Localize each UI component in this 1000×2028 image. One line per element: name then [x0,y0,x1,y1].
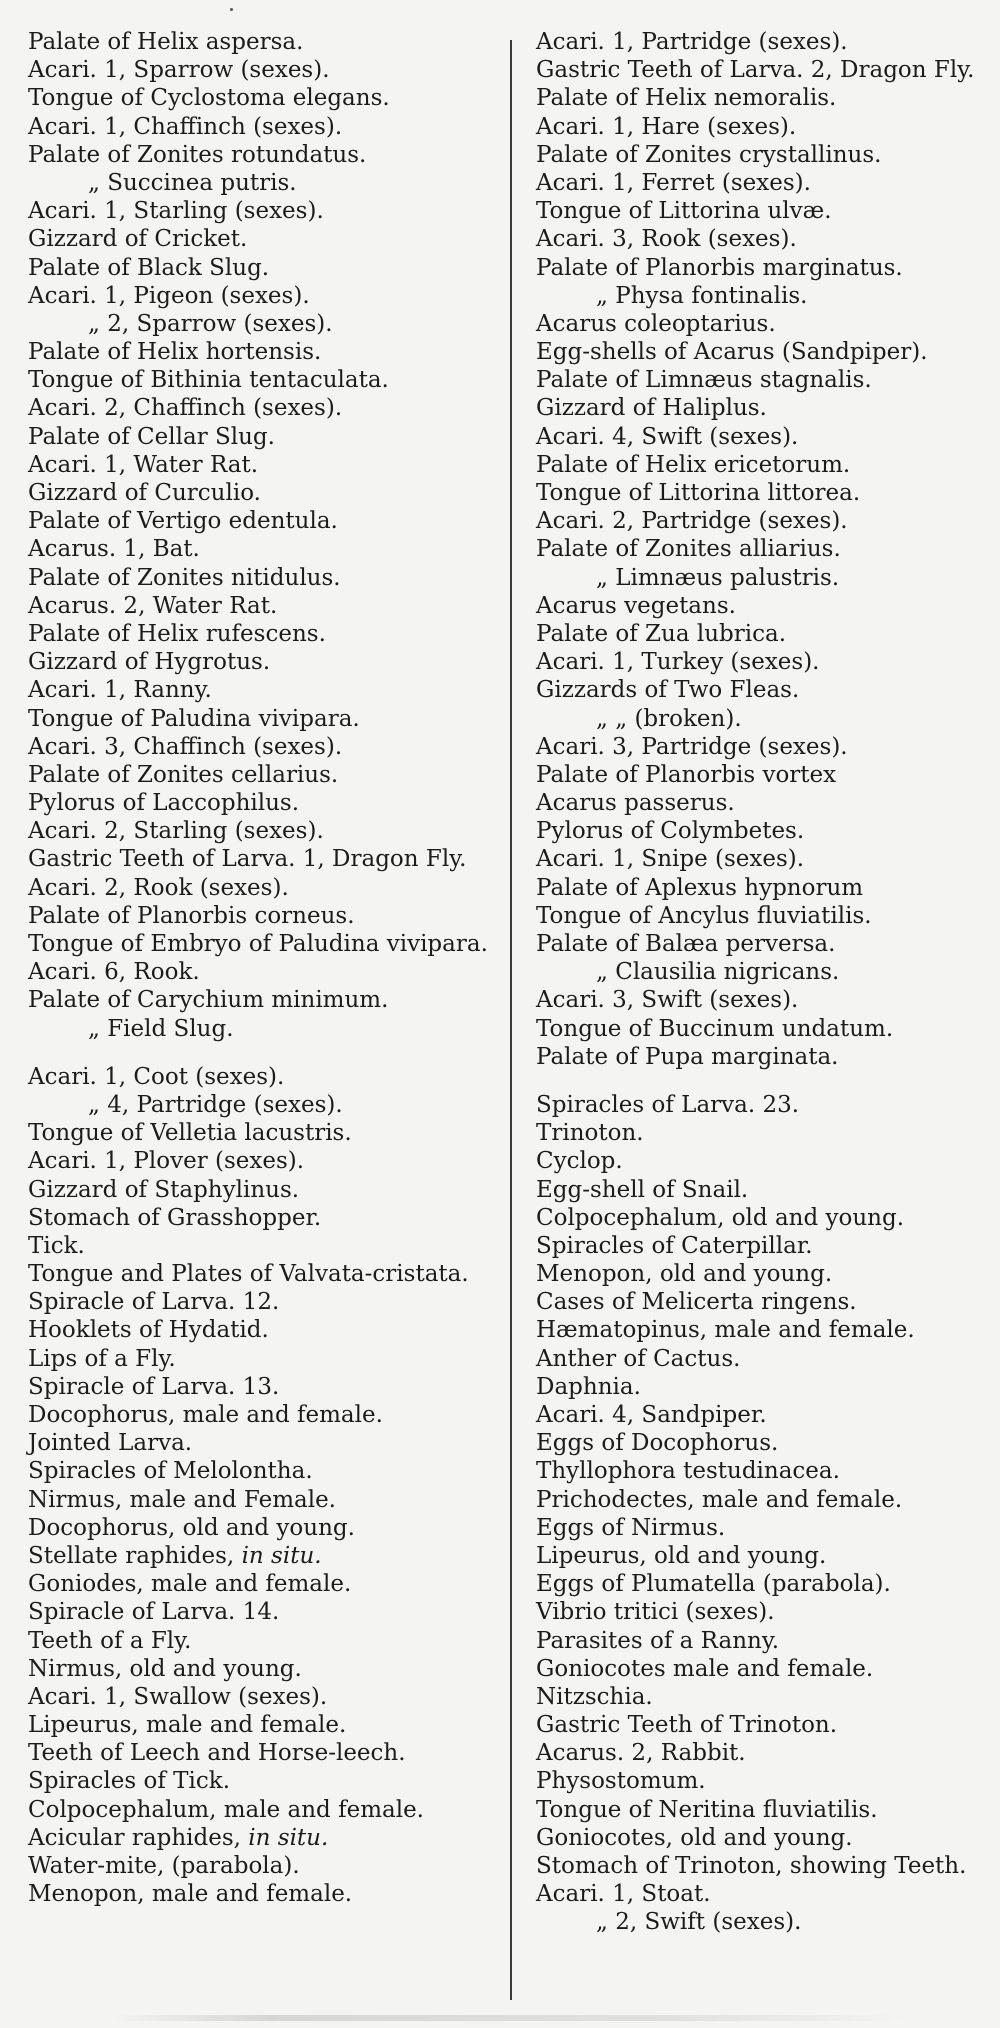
list-item [28,845,500,873]
list-item-text: Acarus. 1, Bat. [28,536,200,563]
list-item-text: Gizzard of Haliplus. [536,395,767,422]
list-item [28,338,500,366]
list-item [28,1570,500,1598]
list-item [28,507,500,535]
list-item-text: Hooklets of Hydatid. [28,1317,269,1344]
list-item-text: Docophorus, old and young. [28,1514,355,1541]
list-item-text: Acari. 1, Pigeon (sexes). [28,282,310,309]
list-item-text: Pylorus of Colymbetes. [536,818,805,845]
list-item-text: Thyllophora testudinacea. [536,1458,840,1485]
list-item-text: Nirmus, old and young. [28,1655,302,1682]
list-item [536,1514,996,1542]
list-item [28,1345,500,1373]
list-item [28,1683,500,1711]
list-item [536,1880,996,1908]
list-item [536,1796,996,1824]
list-item-text: Acari. 2, Chaffinch (sexes). [28,395,343,422]
list-item [28,1373,500,1401]
list-item-text: „ 4, Partridge (sexes). [88,1091,343,1118]
list-item-text: „ Clausilia nigricans. [596,959,840,986]
list-item-text: Tongue of Ancylus fluviatilis. [536,902,872,929]
list-item-text: Lipeurus, old and young. [536,1542,827,1569]
list-item-text: Gastric Teeth of Larva. 2, Dragon Fly. [536,57,975,84]
list-item [28,282,500,310]
list-item-text: Eggs of Plumatella (parabola). [536,1571,891,1598]
list-item [28,1767,500,1795]
list-item [28,394,500,422]
list-item [28,1288,500,1316]
list-item-text: Gizzards of Two Fleas. [536,677,800,704]
list-item-text: Acari. 1, Stoat. [536,1881,711,1908]
list-item-text: Acarus vegetans. [536,592,736,619]
list-item-text: Physostomum. [536,1768,706,1795]
list-item [536,1852,996,1880]
list-item-text: Eggs of Docophorus. [536,1430,779,1457]
list-item [28,1514,500,1542]
list-item [536,1570,996,1598]
list-item-text: Palate of Planorbis marginatus. [536,254,903,281]
list-item [28,366,500,394]
list-item [536,1711,996,1739]
list-item [536,1015,996,1043]
list-item-text: Spiracles of Tick. [28,1768,231,1795]
list-item [28,1852,500,1880]
list-item-text: Acari. 3, Rook (sexes). [536,226,797,253]
list-item [536,225,996,253]
list-item [28,1176,500,1204]
list-item [536,1204,996,1232]
list-item [536,1824,996,1852]
list-item-text: Acari. 6, Rook. [28,959,200,986]
list-item-italic-text: in situ. [241,1542,322,1569]
list-item [28,620,500,648]
list-item-text: Tongue of Embryo of Paludina vivipara. [28,931,488,958]
list-item [536,986,996,1014]
list-item [28,817,500,845]
list-item-text: Palate of Carychium minimum. [28,987,389,1014]
list-item-text: Acari. 1, Hare (sexes). [536,113,797,140]
list-item-text: Acicular raphides, [28,1824,249,1851]
list-item-text: Acari. 4, Sandpiper. [536,1402,767,1429]
list-item-text: „ Limnæus palustris. [596,564,840,591]
list-item [536,1908,996,1936]
list-item-text: Hæmatopinus, male and female. [536,1317,915,1344]
list-item [28,479,500,507]
list-item-text: Spiracles of Caterpillar. [536,1232,813,1259]
list-item-text: Spiracle of Larva. 14. [28,1599,280,1626]
list-item-text: Egg-shells of Acarus (Sandpiper). [536,339,928,366]
list-item [536,451,996,479]
list-item [28,1091,500,1119]
list-item-text: Palate of Vertigo edentula. [28,508,338,535]
list-item [536,1043,996,1071]
list-item-text: Gastric Teeth of Larva. 1, Dragon Fly. [28,846,467,873]
list-item [536,56,996,84]
list-item [536,1598,996,1626]
list-item-text: Acari. 1, Water Rat. [28,451,259,478]
list-item-text: Menopon, male and female. [28,1881,353,1908]
list-item [28,1457,500,1485]
list-item-text: Stellate raphides, [28,1542,242,1569]
list-item [536,282,996,310]
list-item [536,169,996,197]
list-item [536,1260,996,1288]
list-item-text: Daphnia. [536,1373,641,1400]
list-item-text: Spiracle of Larva. 13. [28,1373,280,1400]
list-item [536,705,996,733]
list-item [28,1401,500,1429]
list-item [536,620,996,648]
list-item-text: Vibrio tritici (sexes). [536,1599,775,1626]
list-item-text: „ „ (broken). [596,705,742,732]
list-item-text: Palate of Helix rufescens. [28,620,326,647]
list-item-text: Acarus. 2, Rabbit. [536,1740,746,1767]
list-item [536,1542,996,1570]
list-item-text: Spiracles of Melolontha. [28,1458,313,1485]
list-item [536,1316,996,1344]
list-item-text: Acari. 1, Chaffinch (sexes). [28,113,343,140]
list-item-text: Tongue of Cyclostoma elegans. [28,85,390,112]
list-item-text: Acari. 1, Sparrow (sexes). [28,57,330,84]
list-item [536,1739,996,1767]
list-item [536,28,996,56]
list-item-text: Gizzard of Curculio. [28,480,261,506]
list-item [28,789,500,817]
list-item [536,564,996,592]
list-item [28,1015,500,1043]
list-item [536,84,996,112]
list-item [536,113,996,141]
list-item-text: „ 2, Swift (sexes). [596,1909,802,1936]
list-item [536,817,996,845]
list-item [28,1627,500,1655]
list-item [536,874,996,902]
list-item-text: Water-mite, (parabola). [28,1853,300,1880]
list-item-text: Acari. 1, Starling (sexes). [28,198,324,225]
list-item [536,423,996,451]
list-item [536,366,996,394]
list-item [28,1486,500,1514]
list-item-text: Palate of Helix hortensis. [28,339,322,366]
right-column [536,28,996,1937]
list-item-text: Docophorus, male and female. [28,1402,383,1429]
list-item-text: Acari. 1, Ranny. [28,677,212,704]
list-item-text: Acari. 1, Swallow (sexes). [28,1683,328,1710]
list-item-text: Parasites of a Ranny. [536,1627,780,1654]
list-item-text: Palate of Pupa marginata. [536,1043,839,1070]
list-item [28,705,500,733]
print-speck [230,8,233,11]
list-item-text: Palate of Zonites cellarius. [28,761,339,788]
list-item-text: Acari. 1, Snipe (sexes). [536,846,805,873]
list-item-text: Acarus coleoptarius. [536,310,776,337]
list-item-text: Palate of Limnæus stagnalis. [536,367,872,394]
bottom-print-smudge [110,2015,910,2021]
list-item [28,423,500,451]
list-item [28,1711,500,1739]
list-item [536,1091,996,1119]
list-item [28,1119,500,1147]
list-item [28,930,500,958]
list-item [28,84,500,112]
list-item [28,28,500,56]
list-item [28,113,500,141]
list-item-text: Tongue of Littorina littorea. [536,480,861,507]
list-item [536,1232,996,1260]
list-item-text: Palate of Planorbis vortex [536,761,837,788]
list-item-text: Acarus. 2, Water Rat. [28,592,278,619]
list-item-text: Acari. 1, Plover (sexes). [28,1148,305,1175]
list-item [28,874,500,902]
list-item-text: Acari. 2, Partridge (sexes). [536,508,848,535]
left-column [28,28,500,1908]
list-item-text: Trinoton. [536,1120,644,1147]
list-item-text: Palate of Zonites crystallinus. [536,141,882,168]
list-item-text: Acari. 1, Ferret (sexes). [536,169,811,196]
list-item [28,169,500,197]
list-item [536,1655,996,1683]
list-item [28,1796,500,1824]
list-item [536,1147,996,1175]
list-item [536,1373,996,1401]
list-item [536,761,996,789]
list-item-text: Goniocotes, old and young. [536,1824,853,1851]
list-item [536,1457,996,1485]
list-item-text: Palate of Zonites alliarius. [536,536,841,563]
list-item-text: Lips of a Fly. [28,1345,176,1372]
list-item [28,310,500,338]
list-item [536,902,996,930]
list-item [536,310,996,338]
list-item [28,1739,500,1767]
list-item-text: Tongue of Velletia lacustris. [28,1120,352,1147]
list-item-text: Cases of Melicerta ringens. [536,1289,857,1316]
list-item [28,56,500,84]
list-item-text: Goniocotes male and female. [536,1655,874,1682]
list-item-text: Palate of Aplexus hypnorum [536,874,864,901]
list-item-text: Acari. 3, Chaffinch (sexes). [28,733,343,760]
list-item [28,902,500,930]
list-item-text: „ 2, Sparrow (sexes). [88,310,333,337]
list-item [28,1232,500,1260]
list-item [28,1204,500,1232]
list-item-text: Colpocephalum, male and female. [28,1796,424,1823]
list-item [536,648,996,676]
list-item [536,930,996,958]
list-item-text: Gizzard of Cricket. [28,226,248,253]
list-item [28,141,500,169]
list-item-text: Spiracles of Larva. 23. [536,1091,800,1118]
list-item-text: Palate of Planorbis corneus. [28,902,355,929]
list-item-text: Gizzard of Staphylinus. [28,1176,300,1203]
list-item [536,676,996,704]
list-item-text: Nirmus, male and Female. [28,1486,336,1513]
list-item-text: Anther of Cactus. [536,1345,741,1372]
list-item [28,676,500,704]
list-item-text: Gastric Teeth of Trinoton. [536,1712,838,1739]
list-item-text: Stomach of Trinoton, showing Teeth. [536,1853,967,1880]
list-item [28,1316,500,1344]
list-item [28,564,500,592]
list-item [536,1767,996,1795]
list-item-text: Acari. 1, Turkey (sexes). [536,649,820,676]
list-item-text: „ Succinea putris. [88,169,297,196]
list-item-text: Jointed Larva. [28,1430,193,1457]
list-item-text: Tongue of Paludina vivipara. [28,705,360,732]
list-item [536,733,996,761]
list-item [28,1542,500,1570]
list-item [536,1119,996,1147]
list-item [28,1063,500,1091]
list-item-text: Menopon, old and young. [536,1261,833,1288]
list-item-text: Tongue of Buccinum undatum. [536,1015,894,1042]
list-item-text: Acari. 3, Swift (sexes). [536,987,799,1014]
list-item [28,254,500,282]
list-item-text: Palate of Helix nemoralis. [536,85,837,112]
list-item [536,1176,996,1204]
list-item-text: Palate of Zonites nitidulus. [28,564,341,591]
list-item [536,789,996,817]
list-item [536,479,996,507]
list-item [28,958,500,986]
list-item [536,1288,996,1316]
list-item-text: Acari. 1, Partridge (sexes). [536,29,848,55]
list-item [536,507,996,535]
list-item-text: Prichodectes, male and female. [536,1486,903,1513]
list-item-text: Acarus passerus. [536,790,735,817]
list-item-text: Tick. [28,1232,85,1259]
list-item-text: Tongue of Bithinia tentaculata. [28,367,389,394]
list-item-text: Gizzard of Hygrotus. [28,649,271,676]
list-item-text: „ Field Slug. [88,1015,234,1042]
list-item [28,1147,500,1175]
list-item-text: Palate of Helix ericetorum. [536,451,851,478]
list-item [28,1429,500,1457]
list-item-text: Cyclop. [536,1148,623,1175]
list-item-text: Egg-shell of Snail. [536,1176,749,1203]
list-item-text: Nitzschia. [536,1683,653,1710]
list-item [28,761,500,789]
list-item-text: Teeth of Leech and Horse-leech. [28,1740,406,1767]
list-item-text: Acari. 3, Partridge (sexes). [536,733,848,760]
list-item-text: Palate of Black Slug. [28,254,270,281]
list-item-text: Acari. 2, Starling (sexes). [28,818,324,845]
list-item [536,197,996,225]
list-item-text: Teeth of a Fly. [28,1627,192,1654]
list-item-text: Colpocephalum, old and young. [536,1204,905,1231]
list-item [536,394,996,422]
list-item-text: Tongue of Littorina ulvæ. [536,198,832,225]
list-item-text: Acari. 1, Coot (sexes). [28,1063,285,1090]
list-item [536,1429,996,1457]
list-item [536,1401,996,1429]
list-item [28,733,500,761]
list-item [536,1345,996,1373]
list-item [536,1486,996,1514]
list-item [536,254,996,282]
list-item [536,1627,996,1655]
list-item-italic-text: in situ. [248,1824,329,1851]
list-item [536,958,996,986]
list-item-text: Eggs of Nirmus. [536,1514,726,1541]
list-item [536,338,996,366]
list-item-text: Acari. 2, Rook (sexes). [28,874,289,901]
list-item-text: Tongue and Plates of Valvata-cristata. [28,1261,469,1288]
list-item-text: Lipeurus, male and female. [28,1712,347,1739]
list-item [28,986,500,1014]
list-item [28,197,500,225]
list-item-text: Acari. 4, Swift (sexes). [536,423,799,450]
list-item-text: Goniodes, male and female. [28,1571,352,1598]
list-item [536,845,996,873]
list-item [536,592,996,620]
list-item [28,451,500,479]
list-item-text: Pylorus of Laccophilus. [28,790,300,817]
list-item-text: Spiracle of Larva. 12. [28,1289,280,1316]
list-item [28,1598,500,1626]
list-item [28,1880,500,1908]
list-item [536,1683,996,1711]
list-item [28,1824,500,1852]
list-item [536,535,996,563]
list-item [28,1655,500,1683]
list-item [28,1260,500,1288]
list-item [28,535,500,563]
list-item-text: Palate of Balæa perversa. [536,931,836,958]
list-item [536,141,996,169]
list-item [28,592,500,620]
list-item-text: Palate of Cellar Slug. [28,423,275,450]
list-item-text: „ Physa fontinalis. [596,282,808,309]
list-item-text: Palate of Helix aspersa. [28,29,304,55]
list-item [28,648,500,676]
list-item-text: Palate of Zonites rotundatus. [28,141,367,168]
list-item [28,225,500,253]
list-item-text: Stomach of Grasshopper. [28,1204,322,1231]
list-item-text: Palate of Zua lubrica. [536,620,787,647]
list-item-text: Tongue of Neritina fluviatilis. [536,1796,878,1823]
column-divider [510,40,512,2000]
